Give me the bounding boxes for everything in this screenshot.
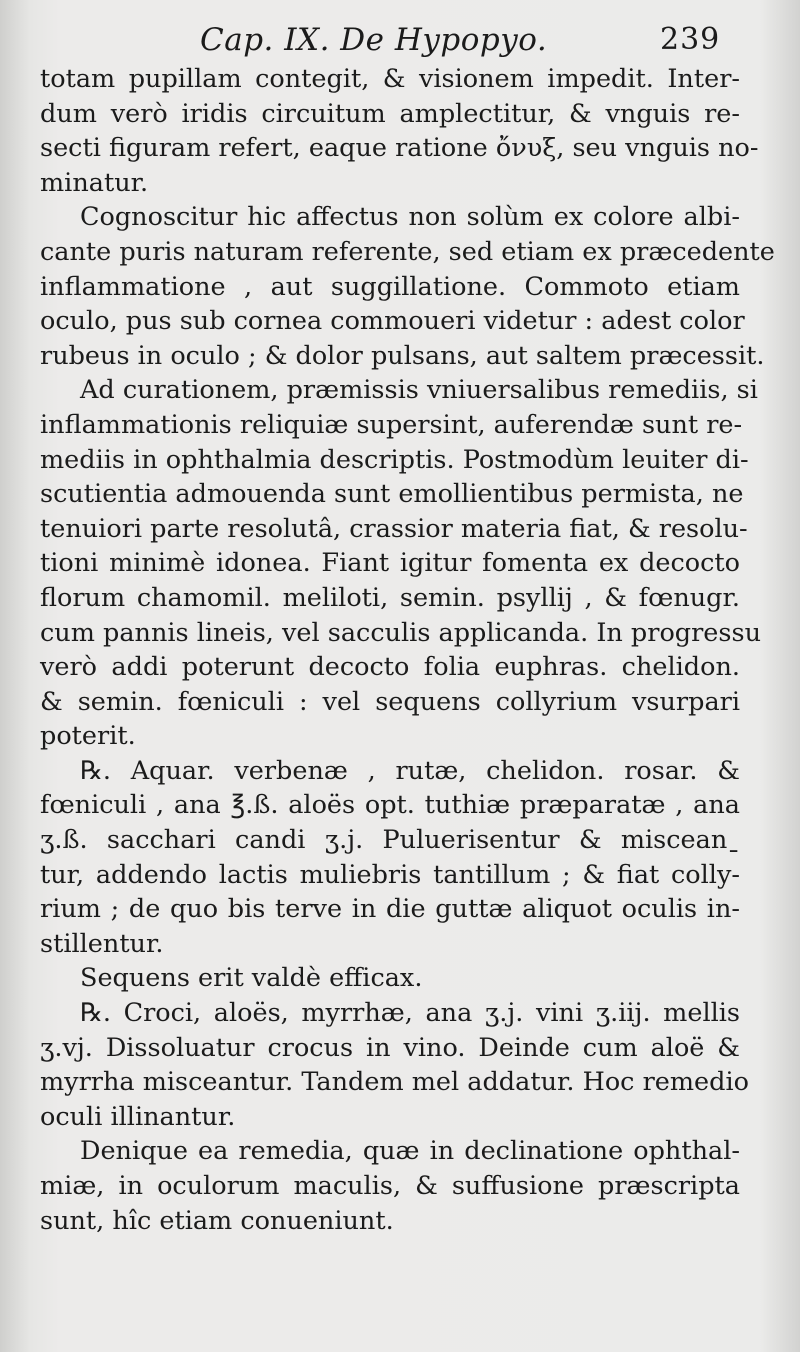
text-line: stillentur. <box>40 928 164 959</box>
text-line: miæ, in oculorum maculis, & suffusione præscripta <box>40 1171 740 1201</box>
running-head: Cap. IX. De Hypopyo. <box>200 22 548 58</box>
text-line: Ad curationem, præmissis vniuersalibus remediis, si <box>80 375 758 406</box>
text-line: minatur. <box>40 167 149 198</box>
text-line: cante puris naturam referente, sed etiam ex præcedente <box>40 236 775 267</box>
text-line: scutientia admouenda sunt emollientibus permista, ne <box>40 479 744 510</box>
text-line: cum pannis lineis, vel sacculis applicanda. In progressu <box>40 617 761 648</box>
text-line: ʒ.ß. sacchari candi ʒ.j. Puluerisentur & misceanˍ <box>40 825 740 856</box>
text-line: tioni minimè idonea. Fiant igitur fomenta ex decocto <box>40 548 740 579</box>
text-line: mediis in ophthalmia descriptis. Postmodùm leuiter di- <box>40 444 749 475</box>
text-line: sunt, hîc etiam conueniunt. <box>40 1205 394 1236</box>
text-line: myrrha misceantur. Tandem mel addatur. Hoc remedio <box>40 1067 749 1098</box>
text-line: rium ; de quo bis terve in die guttæ aliquot oculis in- <box>40 894 740 925</box>
text-line: ʒ.vj. Dissoluatur crocus in vino. Deinde cum aloë & <box>40 1032 740 1063</box>
text-line: secti figuram refert, eaque ratione ὄνυξ, seu vnguis no- <box>40 133 759 164</box>
text-line: ℞. Croci, aloës, myrrhæ, ana ʒ.j. vini ʒ.iij. mellis <box>80 998 740 1029</box>
text-line: Denique ea remedia, quæ in declinatione ophthal- <box>80 1136 740 1167</box>
text-line: verò addi poterunt decocto folia euphras. chelidon. <box>40 652 740 683</box>
text-line: oculo, pus sub cornea commoueri videtur : adest color <box>40 306 745 337</box>
text-line: Sequens erit valdè efficax. <box>80 963 423 994</box>
text-line: oculi illinantur. <box>40 1101 236 1132</box>
text-line: tenuiori parte resolutâ, crassior materia fiat, & resolu- <box>40 513 748 544</box>
text-line: totam pupillam contegit, & visionem impedit. Inter- <box>40 64 740 94</box>
text-line: poterit. <box>40 721 136 752</box>
text-line: inflammationis reliquiæ supersint, auferendæ sunt re- <box>40 409 743 440</box>
text-line: inflammatione , aut suggillatione. Commoto etiam <box>40 271 740 302</box>
page-header <box>0 22 800 62</box>
text-line: tur, addendo lactis muliebris tantillum ; & fiat colly- <box>40 859 740 890</box>
text-line: fœniculi , ana ℥.ß. aloës opt. tuthiæ præparatæ , ana <box>40 790 740 821</box>
text-line: & semin. fœniculi : vel sequens collyrium vsurpari <box>40 686 740 717</box>
text-line: rubeus in oculo ; & dolor pulsans, aut saltem præcessit. <box>40 340 765 371</box>
text-line: ℞. Aquar. verbenæ , rutæ, chelidon. rosar. & <box>80 755 740 786</box>
text-line: florum chamomil. meliloti, semin. psyllij , & fœnugr. <box>40 582 740 613</box>
text-line: dum verò iridis circuitum amplectitur, & vnguis re- <box>40 98 740 129</box>
text-line: Cognoscitur hic affectus non solùm ex colore albi- <box>80 202 740 233</box>
page-body <box>40 62 775 1238</box>
page-number: 239 <box>660 22 721 57</box>
